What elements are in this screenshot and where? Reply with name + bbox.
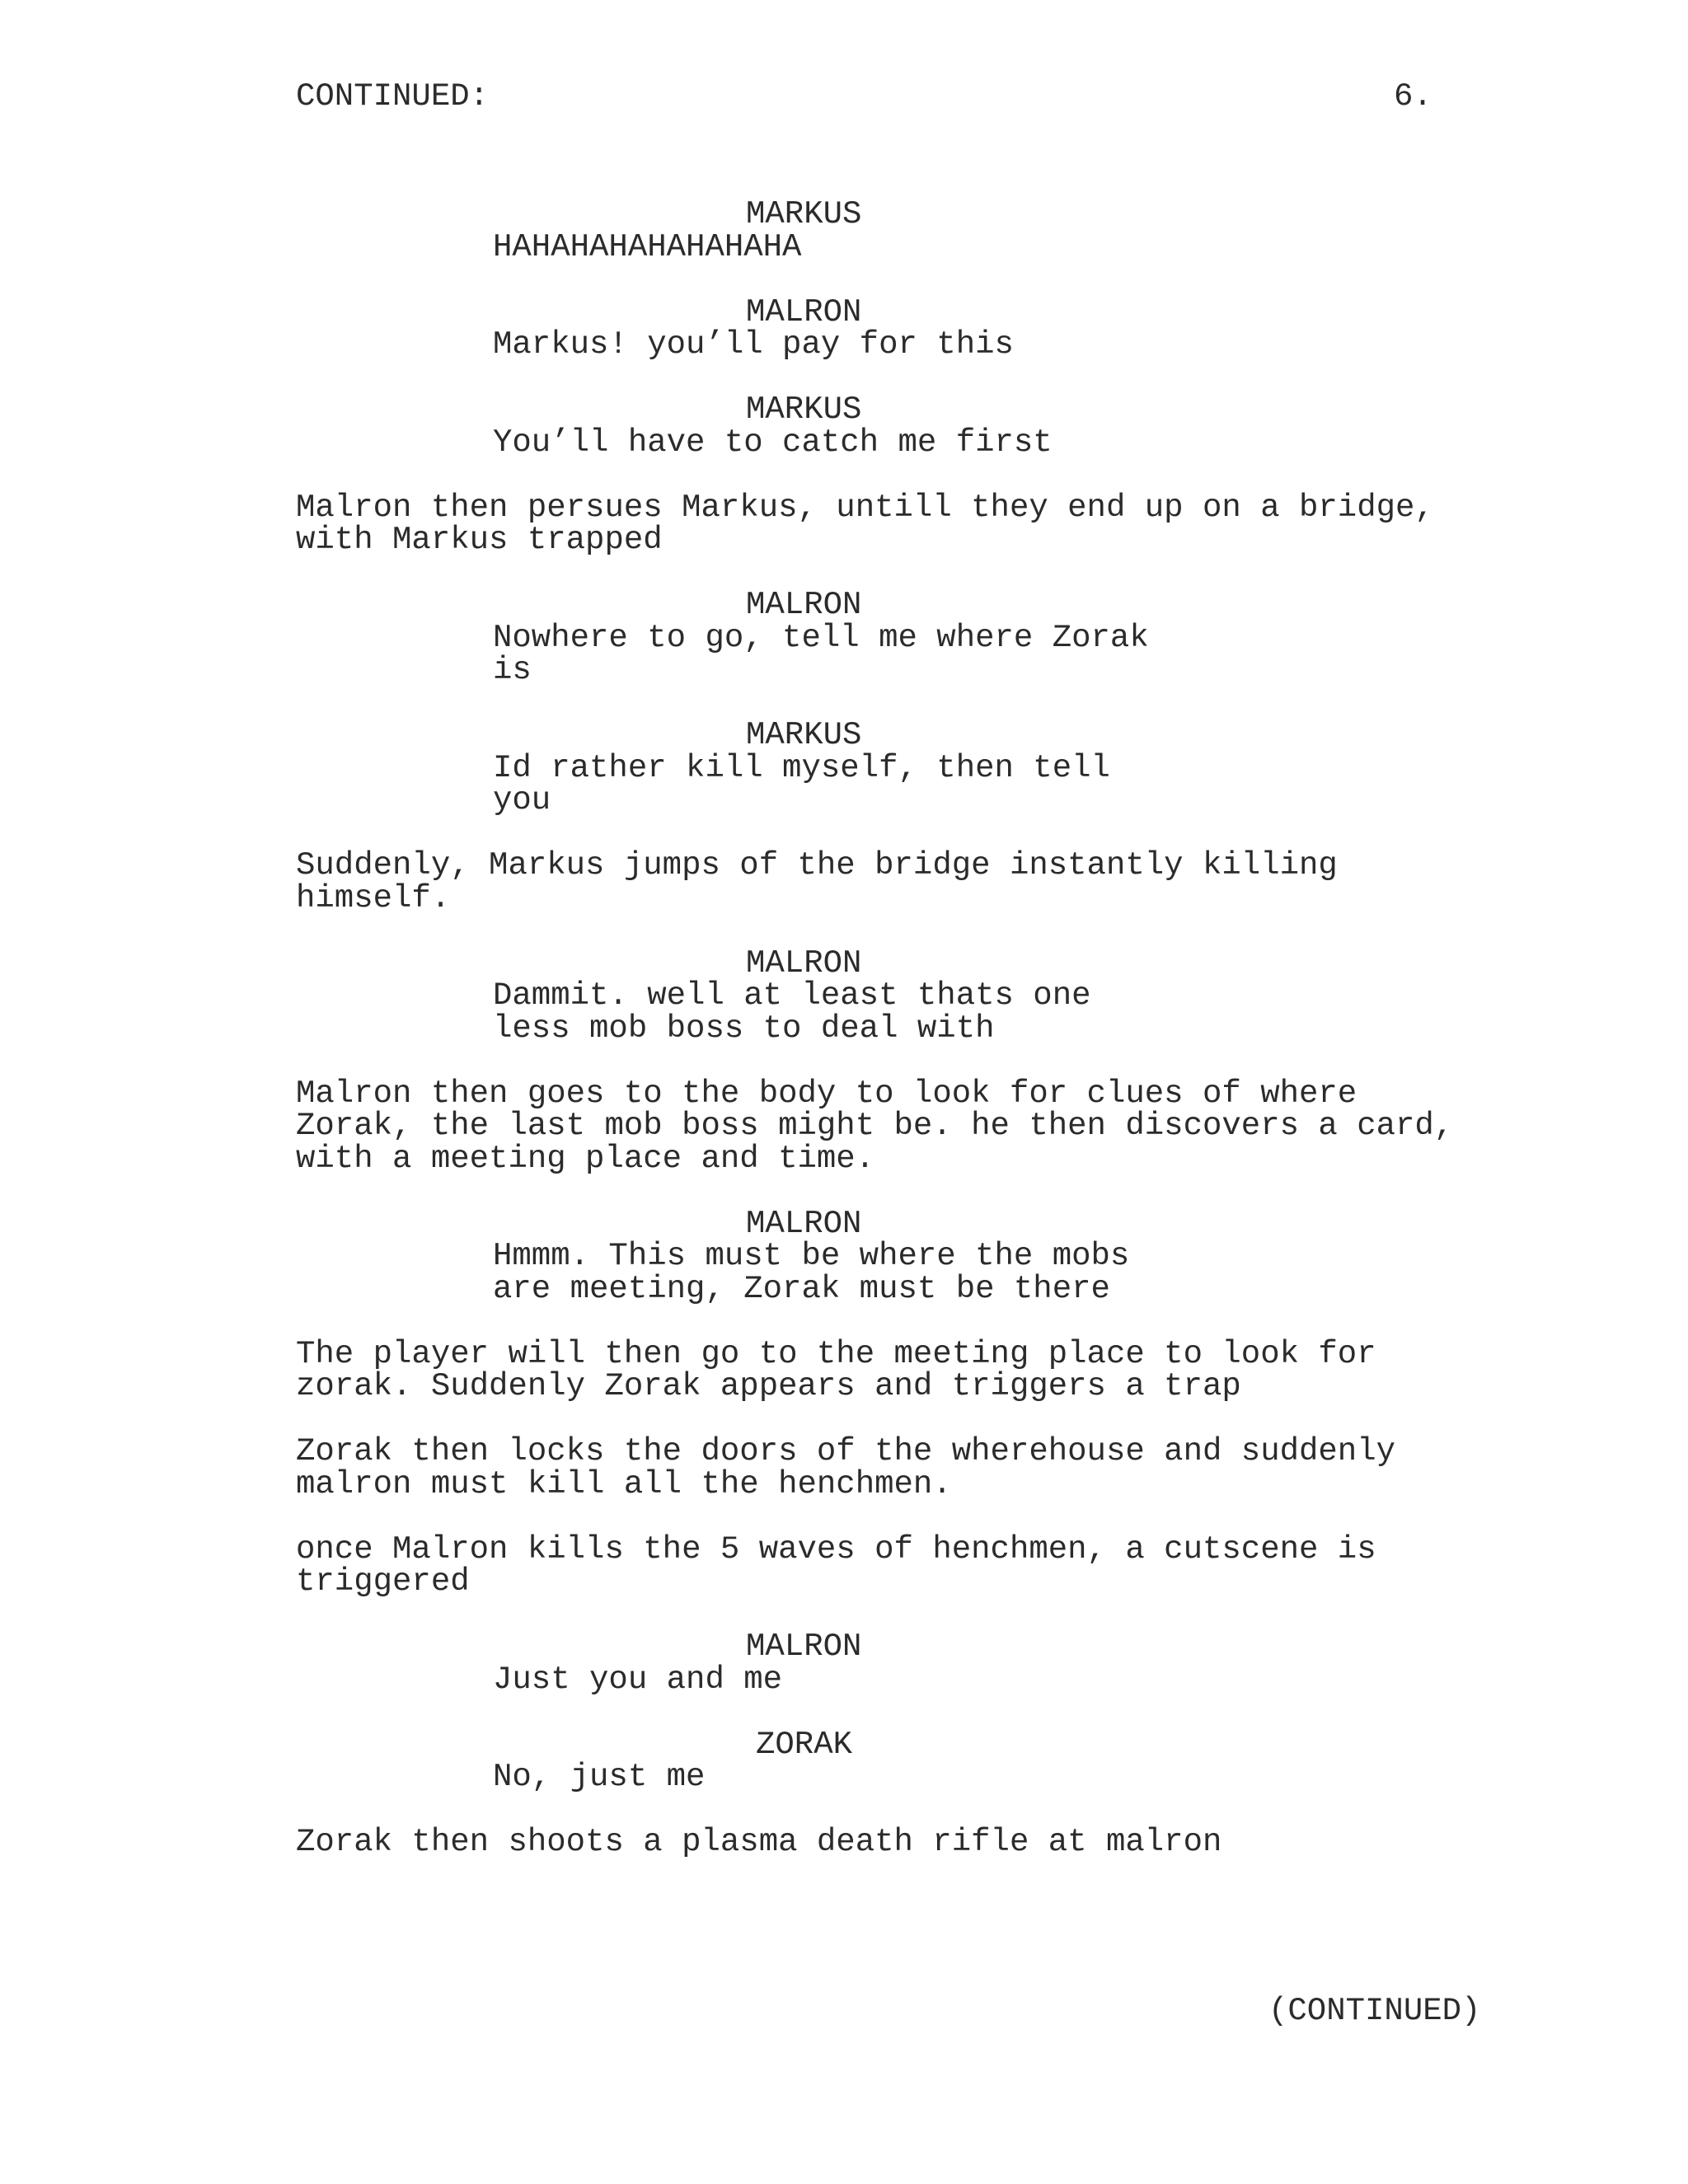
action-line: The player will then go to the meeting place to look for [296, 1336, 1376, 1372]
dialogue-line: Dammit. well at least thats one [493, 977, 1091, 1014]
dialogue-line: You’ll have to catch me first [493, 424, 1053, 461]
action-line: malron must kill all the henchmen. [296, 1466, 952, 1502]
action-line: with a meeting place and time. [296, 1141, 875, 1177]
page-number: 6. [1394, 78, 1432, 115]
dialogue-line: Just you and me [493, 1661, 783, 1698]
character-name: MARKUS [746, 717, 862, 753]
footer-continued: (CONTINUED) [1268, 1993, 1481, 2029]
character-name: ZORAK [756, 1727, 853, 1763]
action-line: with Markus trapped [296, 522, 663, 558]
character-name: MARKUS [746, 196, 862, 232]
character-name: MARKUS [746, 391, 862, 428]
dialogue-line: less mob boss to deal with [493, 1010, 995, 1047]
dialogue-line: Markus! you’ll pay for this [493, 326, 1014, 363]
dialogue-line: No, just me [493, 1759, 706, 1795]
action-line: himself. [296, 880, 451, 916]
header-continued: CONTINUED: [296, 78, 490, 115]
character-name: MALRON [746, 1629, 862, 1665]
action-line: once Malron kills the 5 waves of henchmen, a cutscene is [296, 1531, 1376, 1568]
dialogue-line: is [493, 652, 532, 688]
action-line: zorak. Suddenly Zorak appears and triggers a trap [296, 1368, 1241, 1404]
action-line: triggered [296, 1563, 470, 1600]
action-line: Zorak then shoots a plasma death rifle at malron [296, 1824, 1222, 1860]
action-line: Malron then goes to the body to look for clues of where [296, 1076, 1357, 1112]
dialogue-line: you [493, 782, 551, 818]
dialogue-line: HAHAHAHAHAHAHAHA [493, 229, 802, 265]
character-name: MALRON [746, 587, 862, 623]
action-line: Suddenly, Markus jumps of the bridge instantly killing [296, 847, 1338, 883]
dialogue-line: Id rather kill myself, then tell [493, 750, 1110, 786]
dialogue-line: Hmmm. This must be where the mobs [493, 1238, 1130, 1274]
dialogue-line: Nowhere to go, tell me where Zorak [493, 620, 1149, 656]
character-name: MALRON [746, 945, 862, 982]
character-name: MALRON [746, 294, 862, 330]
action-line: Zorak, the last mob boss might be. he then discovers a card, [296, 1108, 1454, 1144]
character-name: MALRON [746, 1206, 862, 1242]
dialogue-line: are meeting, Zorak must be there [493, 1271, 1110, 1307]
action-line: Zorak then locks the doors of the wherehouse and suddenly [296, 1433, 1396, 1469]
action-line: Malron then persues Markus, untill they end up on a bridge, [296, 490, 1434, 526]
